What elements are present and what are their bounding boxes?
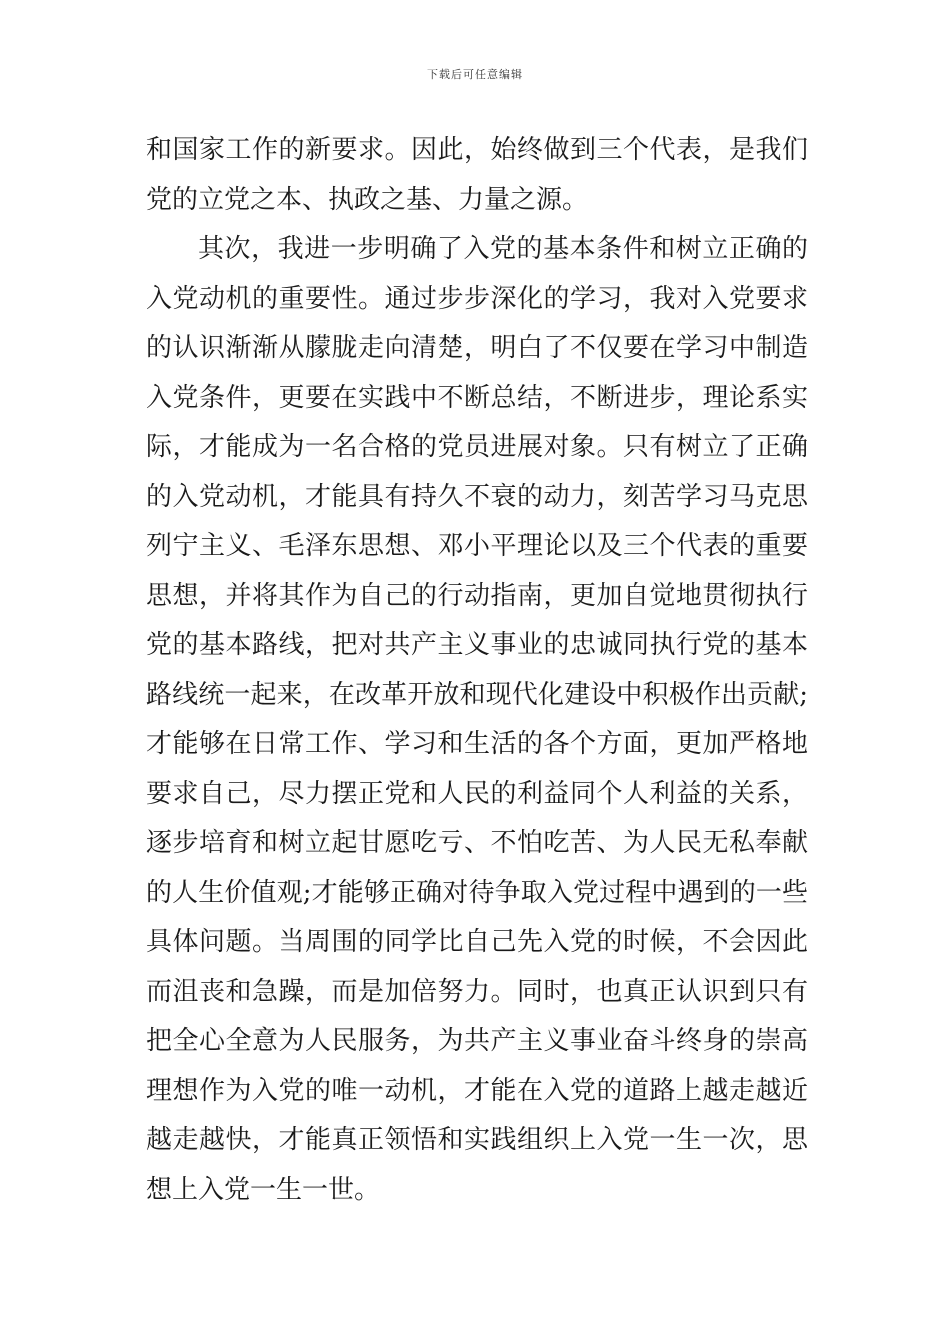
body-text <box>146 126 808 1215</box>
text-line: 路线统一起来，在改革开放和现代化建设中积极作出贡献; <box>146 679 808 710</box>
text-line: 和国家工作的新要求。因此，始终做到三个代表，是我们 <box>146 135 808 165</box>
text-line: 列宁主义、毛泽东思想、邓小平理论以及三个代表的重要 <box>146 531 808 561</box>
text-line: 党的立党之本、执政之基、力量之源。 <box>146 184 589 215</box>
text-line: 要求自己，尽力摆正党和人民的利益同个人利益的关系， <box>146 778 808 809</box>
text-line: 具体问题。当周围的同学比自己先入党的时候，不会因此 <box>146 927 808 957</box>
text-line: 党的基本路线，把对共产主义事业的忠诚同执行党的基本 <box>146 630 808 660</box>
text-line: 思想，并将其作为自己的行动指南，更加自觉地贯彻执行 <box>146 580 808 611</box>
text-line: 想上入党一生一世。 <box>146 1174 381 1205</box>
text-line: 的入党动机，才能具有持久不衰的动力，刻苦学习马克思 <box>146 481 808 512</box>
text-line: 逐步培育和树立起甘愿吃亏、不怕吃苦、为人民无私奉献 <box>146 828 808 858</box>
text-line: 才能够在日常工作、学习和生活的各个方面，更加严格地 <box>146 729 808 759</box>
text-line: 越走越快，才能真正领悟和实践组织上入党一生一次，思 <box>146 1125 808 1155</box>
text-line: 的人生价值观;才能够正确对待争取入党过程中遇到的一些 <box>146 877 808 908</box>
text-line: 的认识渐渐从朦胧走向清楚，明白了不仅要在学习中制造 <box>146 333 808 363</box>
text-line: 其次，我进一步明确了入党的基本条件和树立正确的 <box>198 234 808 264</box>
text-line: 而沮丧和急躁，而是加倍努力。同时，也真正认识到只有 <box>146 976 808 1007</box>
text-line: 入党动机的重要性。通过步步深化的学习，我对入党要求 <box>146 283 808 314</box>
text-line: 际，才能成为一名合格的党员进展对象。只有树立了正确 <box>146 432 808 462</box>
text-line: 把全心全意为人民服务，为共产主义事业奋斗终身的崇高 <box>146 1026 808 1056</box>
text-line: 理想作为入党的唯一动机，才能在入党的道路上越走越近 <box>146 1075 808 1106</box>
page-header: 下载后可任意编辑 <box>427 68 523 81</box>
text-line: 入党条件，更要在实践中不断总结，不断进步，理论系实 <box>146 382 808 413</box>
